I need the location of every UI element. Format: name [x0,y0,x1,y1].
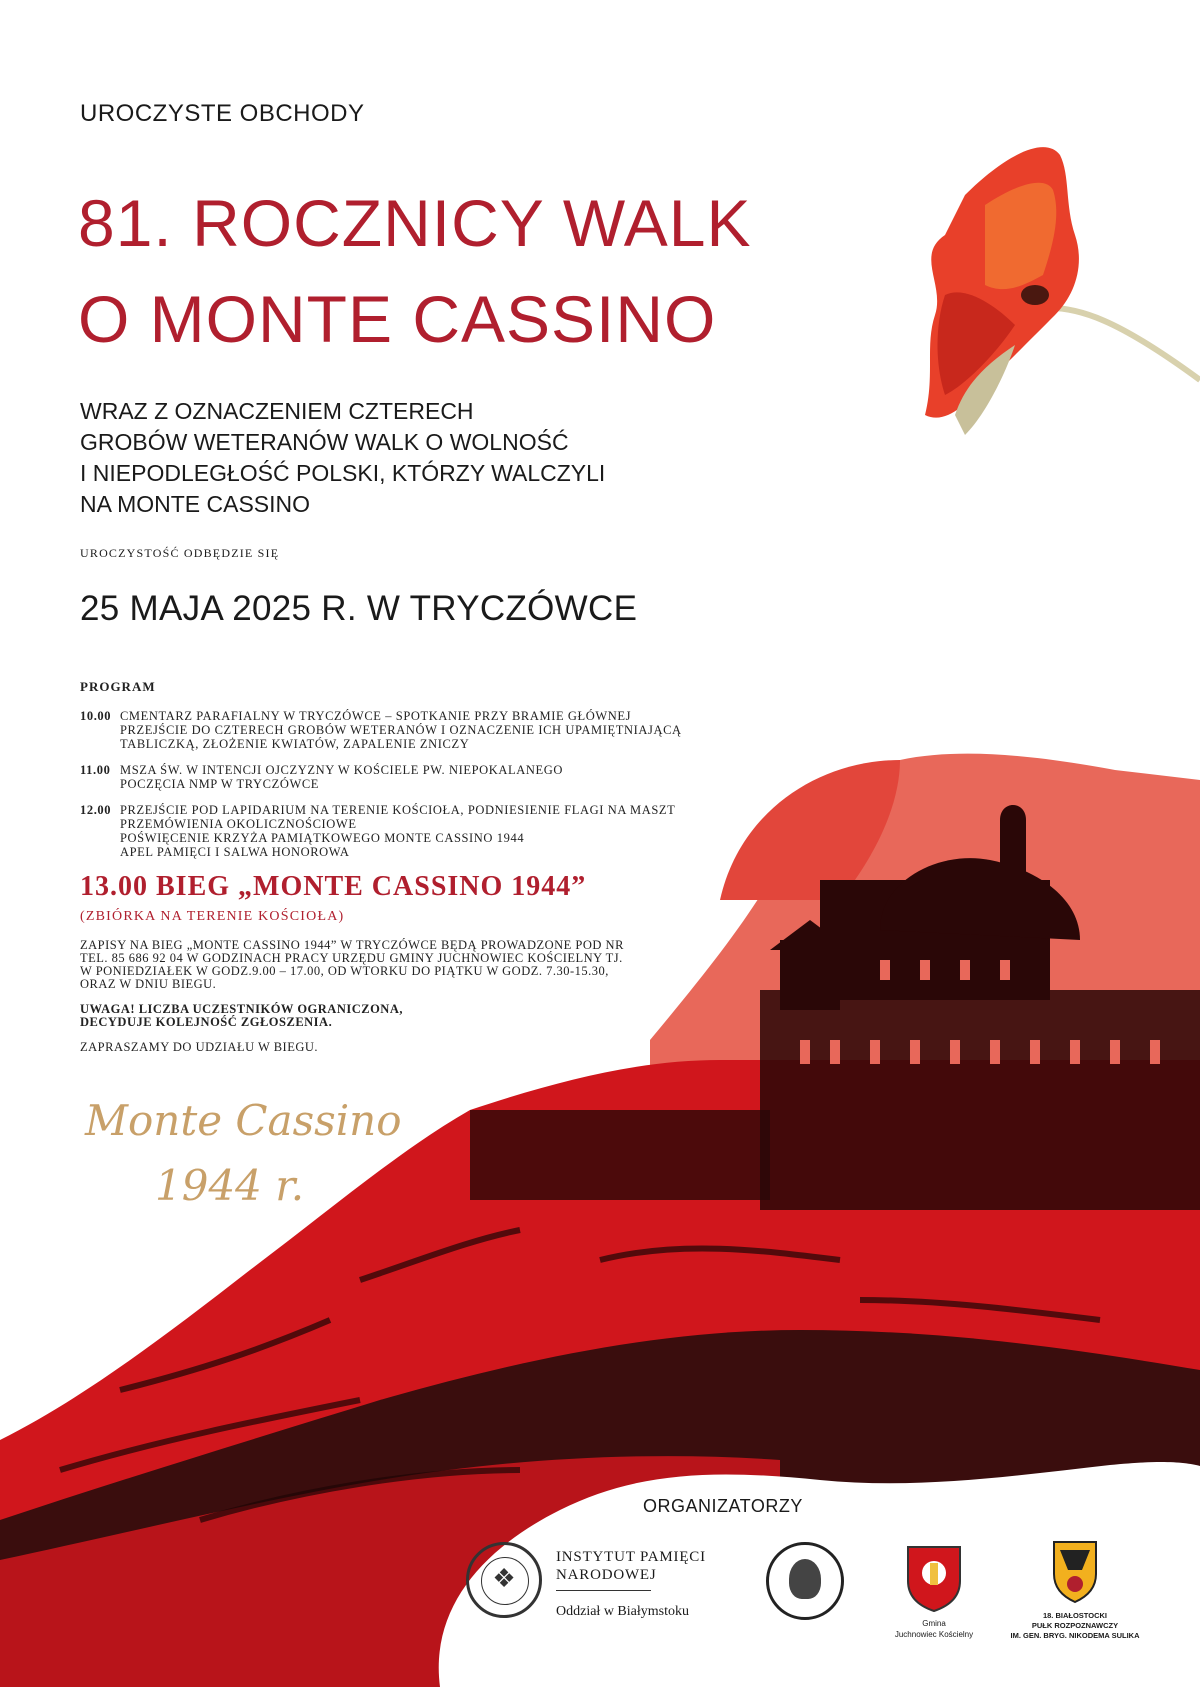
gmina-coat-of-arms [904,1543,964,1613]
run-subtitle: (ZBIÓRKA NA TERENIE KOŚCIOŁA) [80,909,345,924]
invitation: ZAPRASZAMY DO UDZIAŁU W BIEGU. [80,1040,319,1054]
eagle-icon: ❖ [492,1563,516,1593]
registration-info [80,939,760,991]
ipn-name [556,1548,706,1584]
registration-line: TEL. 85 686 92 04 W GODZINACH PRACY URZĘDU GMINY JUCHNOWIEC KOŚCIELNY TJ. [80,951,623,965]
title-line-1: 81. ROCZNICY WALK [78,186,752,260]
subtitle-line: WRAZ Z OZNACZENIEM CZTERECH [80,398,474,424]
ipn-seal-logo [466,1542,542,1618]
ipn-name-line: NARODOWEJ [556,1567,657,1583]
registration-line: ZAPISY NA BIEG „MONTE CASSINO 1944” W TRYCZÓWCE BĘDĄ PROWADZONE POD NR [80,938,624,952]
capacity-warning [80,1003,760,1029]
program-entry [80,709,760,751]
ipn-divider [556,1590,651,1591]
regiment-name-line: IM. GEN. BRYG. NIKODEMA SULIKA [1010,1631,1140,1640]
entry-line: TABLICZKĄ, ZŁOŻENIE KWIATÓW, ZAPALENIE ZNICZY [120,737,470,751]
script-monte-cassino: Monte Cassino [85,1096,402,1145]
warning-line: DECYDUJE KOLEJNOŚĆ ZGŁOSZENIA. [80,1015,333,1029]
entry-line: CMENTARZ PARAFIALNY W TRYCZÓWCE – SPOTKANIE PRZY BRAMIE GŁÓWNEJ [120,709,632,723]
school-seal-logo [766,1542,844,1620]
regiment-badge [1052,1540,1098,1604]
registration-line: W PONIEDZIAŁEK W GODZ.9.00 – 17.00, OD WTORKU DO PIĄTKU W GODZ. 7.30-15.30, [80,964,609,978]
regiment-name-line: PUŁK ROZPOZNAWCZY [1031,1621,1119,1630]
entry-line: MSZA ŚW. W INTENCJI OJCZYZNY W KOŚCIELE PW. NIEPOKALANEGO [120,763,564,777]
subtitle-line: NA MONTE CASSINO [80,491,311,517]
entry-line: PRZEMÓWIENIA OKOLICZNOŚCIOWE [120,817,357,831]
regiment-name-line: 18. BIAŁOSTOCKI [1042,1611,1108,1620]
entry-line: PRZEJŚCIE DO CZTERECH GROBÓW WETERANÓW I OZNACZENIE ICH UPAMIĘTNIAJĄCĄ [120,723,682,737]
entry-line: POŚWIĘCENIE KRZYŻA PAMIĄTKOWEGO MONTE CASSINO 1944 [120,831,525,845]
subtitle-line: GROBÓW WETERANÓW WALK O WOLNOŚĆ [80,429,569,455]
entry-time: 12.00 [80,803,112,817]
announcement: UROCZYSTOŚĆ ODBĘDZIE SIĘ [80,546,280,560]
script-year: 1944 r. [155,1161,305,1210]
event-date-place: 25 MAJA 2025 R. W TRYCZÓWCE [80,589,638,628]
entry-line: PRZEJŚCIE POD LAPIDARIUM NA TERENIE KOŚCIOŁA, PODNIESIENIE FLAGI NA MASZT [120,803,676,817]
poppy-flower [925,135,1200,465]
program-entry [80,803,760,859]
entry-time: 10.00 [80,709,112,723]
subtitle-line: I NIEPODLEGŁOŚĆ POLSKI, KTÓRZY WALCZYLI [80,460,606,486]
intro-text: UROCZYSTE OBCHODY [80,100,365,127]
organizers-heading: ORGANIZATORZY [643,1496,803,1516]
gmina-name-line: Gmina [922,1619,946,1628]
registration-line: ORAZ W DNIU BIEGU. [80,977,217,991]
title-line-2: O MONTE CASSINO [78,282,717,356]
gmina-name [880,1618,988,1640]
program-entry [80,763,760,791]
madonna-icon [789,1559,821,1599]
run-title: 13.00 BIEG „MONTE CASSINO 1944” [80,871,587,902]
entry-line: POCZĘCIA NMP W TRYCZÓWCE [120,777,320,791]
ipn-name-line: INSTYTUT PAMIĘCI [556,1549,706,1565]
ipn-branch: Oddział w Białymstoku [556,1604,689,1619]
program-section [80,679,760,1066]
gmina-name-line: Juchnowiec Kościelny [894,1630,974,1639]
regiment-name [1010,1611,1140,1641]
warning-line: UWAGA! LICZBA UCZESTNIKÓW OGRANICZONA, [80,1002,403,1016]
entry-line: APEL PAMIĘCI I SALWA HONOROWA [120,845,350,859]
program-heading: PROGRAM [80,679,156,694]
entry-time: 11.00 [80,763,111,777]
